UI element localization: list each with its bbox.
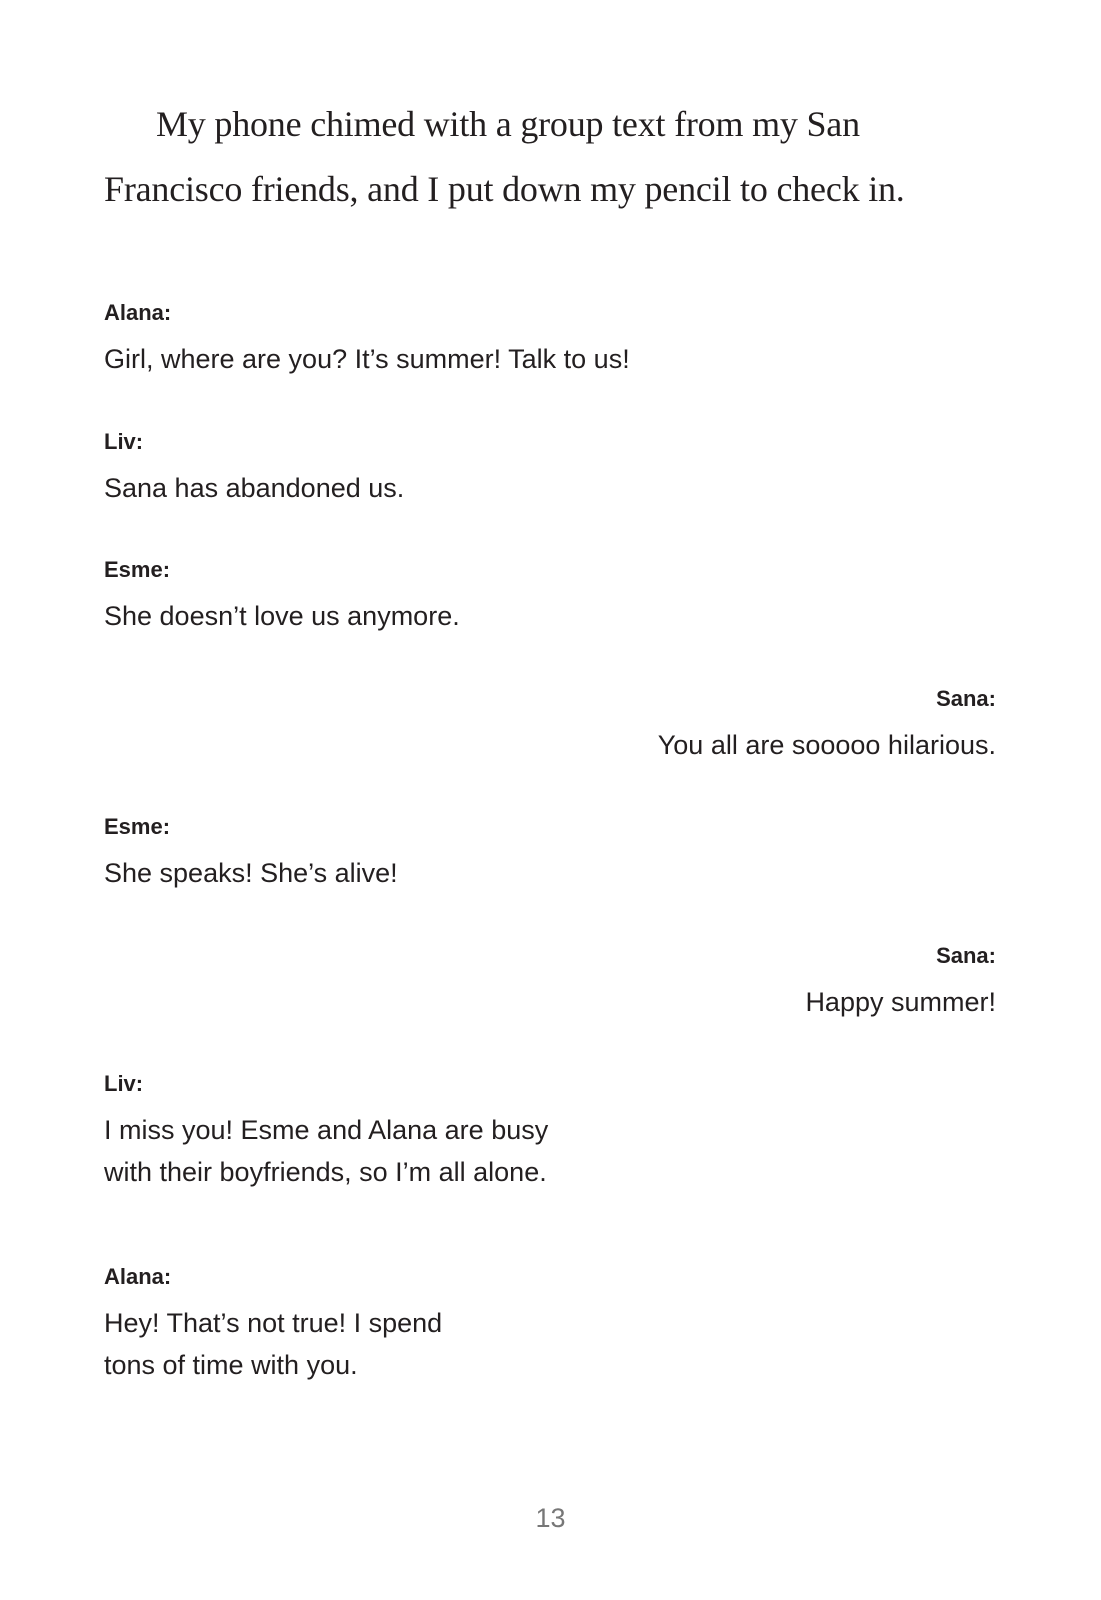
- message-alana-1: [104, 300, 630, 380]
- message-sender: Liv:: [104, 1071, 144, 1096]
- message-sender: Sana:: [936, 686, 996, 711]
- message-text: Sana has abandoned us.: [104, 473, 405, 503]
- message-sender: Esme:: [104, 557, 171, 582]
- message-esme-2: [104, 814, 398, 894]
- message-text: Girl, where are you? It’s summer! Talk to us!: [104, 344, 630, 374]
- message-alana-2: [104, 1264, 442, 1386]
- intro-paragraph: My phone chimed with a group text from my San Francisco friends, and I put down my pencil to check in.: [104, 104, 905, 209]
- message-text: I miss you! Esme and Alana are busy with their boyfriends, so I’m all alone.: [104, 1115, 549, 1187]
- message-sana-2: [805, 943, 996, 1023]
- message-sender: Alana:: [104, 1264, 172, 1289]
- message-text: Hey! That’s not true! I spend tons of time with you.: [104, 1308, 443, 1380]
- message-liv-1: [104, 429, 404, 509]
- message-text: She speaks! She’s alive!: [104, 858, 398, 888]
- page-number: 13: [535, 1503, 566, 1533]
- message-text: Happy summer!: [805, 987, 996, 1017]
- message-esme-1: [104, 557, 460, 637]
- message-text: You all are sooooo hilarious.: [657, 730, 996, 760]
- message-sender: Sana:: [936, 943, 996, 968]
- message-text: She doesn’t love us anymore.: [104, 601, 460, 631]
- message-liv-2: [104, 1071, 548, 1193]
- message-sana-1: [658, 686, 996, 766]
- message-sender: Liv:: [104, 429, 144, 454]
- message-sender: Esme:: [104, 814, 171, 839]
- message-sender: Alana:: [104, 300, 172, 325]
